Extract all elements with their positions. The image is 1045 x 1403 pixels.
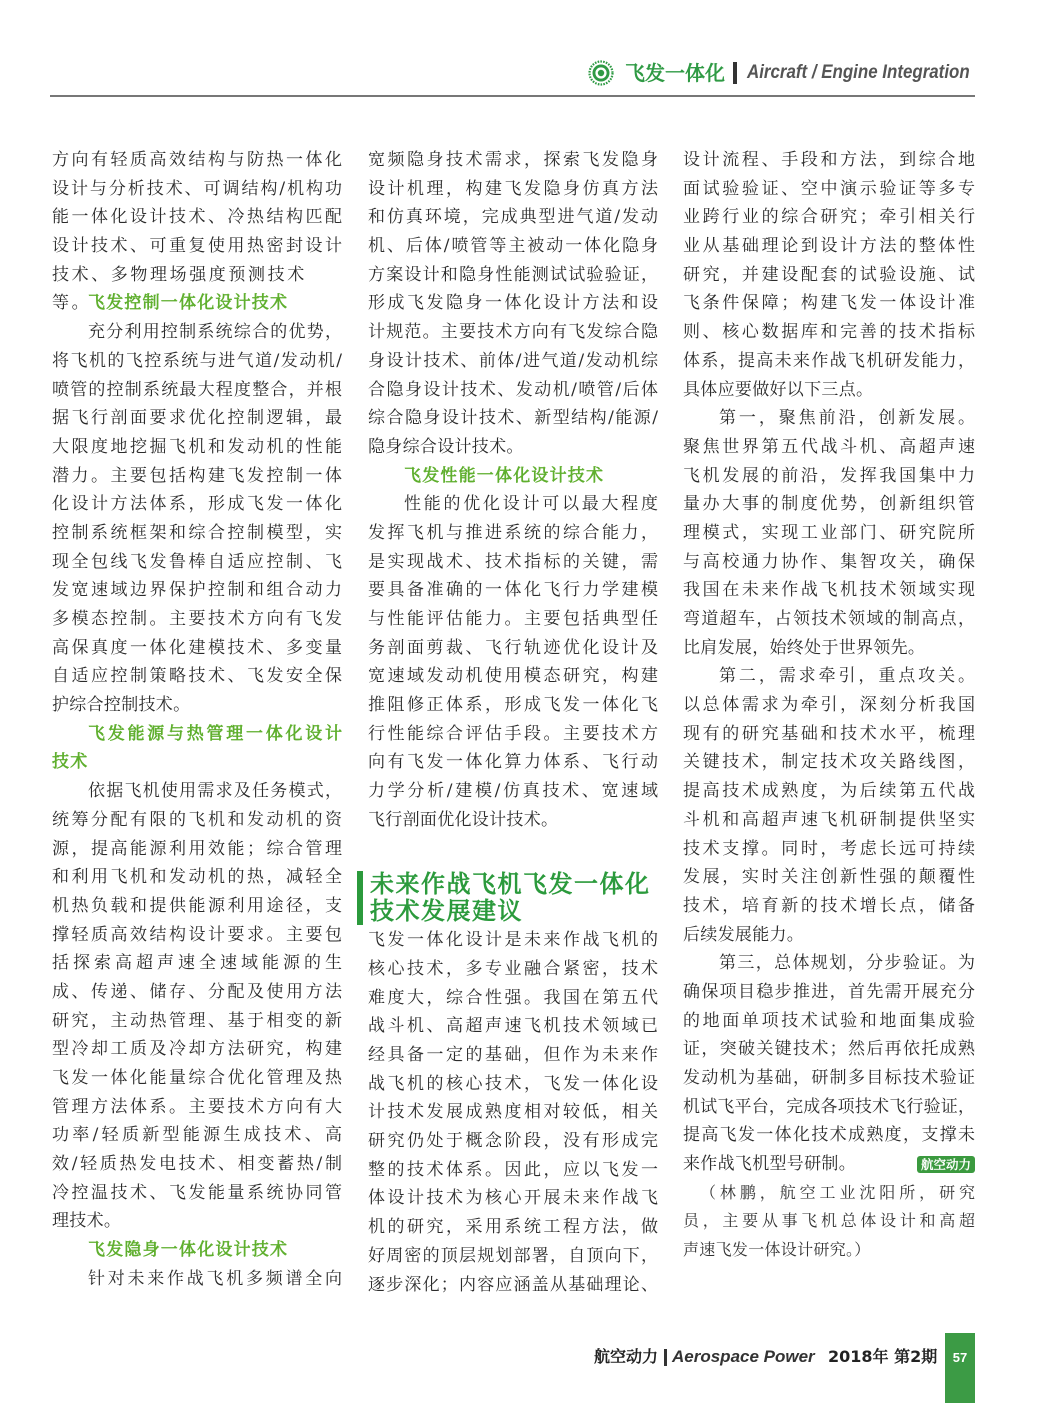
body-text-line: 弯道超车，占领技术领域的制高点， [683,609,975,629]
body-text-line: 发动机为基础，研制多目标技术验证 [683,1068,975,1088]
body-text-line: 体系，提高未来作战飞机研发能力， [683,350,975,371]
author-note-line: 声速飞发一体设计研究。） [683,1240,871,1260]
body-text-line: 设计机理，构建飞发隐身仿真方法 [368,178,658,199]
journal-name-cn: 航空动力 [594,1347,659,1366]
body-text-line: 研究，并建设配套的试验设施、试 [683,264,975,285]
body-text-line: 研究仍处于概念阶段，没有形成完 [368,1131,658,1152]
body-text-line: 计规范。主要技术方向有飞发综合隐 [368,322,658,343]
body-text-line: 理模式，实现工业部门、研究院所 [683,522,975,543]
body-text-line: 统筹分配有限的飞机和发动机的资 [52,809,342,830]
body-text-line [683,1150,975,1179]
emblem-icon [588,60,614,86]
body-text-line: 现有的研究基础和技术水平，梳理 [683,723,975,744]
body-text-line: 发宽速域边界保护控制和组合动力 [52,580,342,601]
body-text-line: 机、后体/喷管等主被动一体化隐身 [368,236,658,257]
body-text-line: 第一，聚焦前沿，创新发展。 [719,408,975,429]
body-text-line: 管理方法体系。主要技术方向有大 [52,1096,342,1117]
body-text-line: 以总体需求为牵引，深刻分析我国 [683,695,975,716]
body-text-line: 提高飞发一体化技术成熟度，支撑未 [683,1125,975,1146]
body-text-line: 控制系统框架和综合控制模型，实 [52,522,342,543]
body-text-line: 充分利用控制系统综合的优势， [88,322,342,343]
body-text-line: 面试验验证、空中演示验证等多专 [683,178,975,199]
body-text-line: 形成飞发隐身一体化设计方法和设 [368,293,658,314]
body-text-line: 推阻修正体系，形成飞发一体化飞 [368,695,658,716]
body-text-line: 护综合控制技术。 [52,695,191,716]
body-text-line: 方向有轻质高效结构与防热一体化 [52,150,342,170]
body-text-line: 机的研究，采用系统工程方法，做 [368,1217,658,1238]
body-text-line: 战斗机、高超声速飞机技术领域已 [368,1016,658,1037]
section-heading: 飞发控制一体化设计技术 [88,293,289,314]
body-text-line: 依据飞机使用需求及任务模式， [88,781,342,802]
body-text-line: 向有飞发一体化算力体系、飞行动 [368,752,658,773]
section-title-cn: 飞发一体化 [625,61,725,85]
body-text-line: 逐步深化；内容应涵盖从基础理论、 [368,1274,658,1295]
body-text-line: 整的技术体系。因此，应以飞发一 [368,1159,658,1180]
body-text-line: 化设计方法体系，形成飞发一体化 [52,494,342,515]
body-text-line: 飞条件保障；构建飞发一体设计准 [683,293,975,314]
body-text-line: 发挥飞机与推进系统的综合能力， [368,522,658,543]
body-text-line: 成、传递、储存、分配及使用方法 [52,981,342,1002]
body-text-line: 体设计技术为核心开展未来作战飞 [368,1188,658,1209]
body-text-line: 量办大事的制度优势，创新组织管 [683,494,975,515]
body-text-line: 核心技术，多专业融合紧密，技术 [368,958,658,979]
body-text-line: 具体应要做好以下三点。 [683,379,874,400]
body-text-line: 自适应控制策略技术、飞发安全保 [52,666,342,687]
body-text-line: 功率/轻质新型能源生成技术、高 [52,1125,342,1146]
body-text-line: 针对未来作战飞机多频谱全向 [88,1268,342,1289]
body-text-line: 技术，培育新的技术增长点，储备 [683,895,975,916]
body-text-line: 源，提高能源利用效能；综合管理 [52,838,342,859]
body-text-line: 第三，总体规划，分步验证。为 [719,953,975,974]
body-text-line: 隐身综合设计技术。 [368,436,524,457]
body-text-line: 撑轻质高效结构设计要求。主要包 [52,924,342,945]
body-text-line: 潜力。主要包括构建飞发控制一体 [52,465,342,486]
body-text-line-text: 来作战飞机型号研制。 [683,1154,856,1175]
body-text-line: 我国在未来作战飞机技术领域实现 [683,580,975,601]
header-rule [50,95,975,97]
article-section-title-line: 技术发展建议 [370,897,523,926]
body-text-line: 和仿真环境，完成典型进气道/发动 [368,207,658,228]
title-divider [733,62,737,84]
body-text-line: 研究，主动热管理、基于相变的新 [52,1010,342,1031]
body-text-line: 好周密的顶层规划部署，自顶向下， [368,1245,658,1266]
body-text-line: 设计流程、手段和方法，到综合地 [683,150,975,170]
body-text-line: 飞行剖面优化设计技术。 [368,809,559,830]
body-text-line: 行性能综合评估手段。主要技术方 [368,723,658,744]
body-text-line: 务剖面剪裁、飞行轨迹优化设计及 [368,637,658,658]
body-text-line: 飞机发展的前沿，发挥我国集中力 [683,465,975,486]
body-text-line: 第二，需求牵引，重点攻关。 [719,666,975,687]
body-text-line: 业跨行业的综合研究；牵引相关行 [683,207,975,228]
body-text-line: 综合隐身设计技术、新型结构/能源/ [368,408,658,429]
body-text-line: 则、核心数据库和完善的技术指标 [683,322,975,343]
body-text-line: 多模态控制。主要技术方向有飞发 [52,609,342,629]
body-text-line: 合隐身设计技术、发动机/喷管/后体 [368,379,658,400]
article-section-title-line: 未来作战飞机飞发一体化 [370,870,651,899]
body-text-line: 大限度地挖掘飞机和发动机的性能 [52,436,342,457]
article-section-title [368,871,658,925]
text-column-2 [368,146,658,1299]
body-text-line: 证，突破关键技术；然后再依托成熟 [683,1039,975,1060]
body-text-line: 技术支撑。同时，考虑长远可持续 [683,838,975,859]
body-text-line: 聚焦世界第五代战斗机、高超声速 [683,436,975,457]
page-number: 57 [952,1350,968,1365]
text-column-1 [52,146,342,1294]
section-heading: 技术 [52,752,89,773]
body-text-line: 飞发一体化能量综合优化管理及热 [52,1068,342,1088]
body-text-line: 理技术。 [52,1211,122,1232]
text-column-3 [683,146,975,1265]
body-text-line: 飞发一体化设计是未来作战飞机的 [368,930,658,951]
body-text-line: 经具备一定的基础，但作为未来作 [368,1045,658,1066]
author-note-line: （林鹏，航空工业沈阳所，研究 [700,1182,975,1202]
body-text-line: 要具备准确的一体化飞行力学建模 [368,580,658,601]
body-text-line: 身设计技术、前体/进气道/发动机综 [368,350,658,371]
body-text-line: 后续发展能力。 [683,924,805,945]
body-text-line: 将飞机的飞控系统与进气道/发动机/ [52,350,342,371]
body-text-line: 括探索高超声速全速域能源的生 [52,953,342,974]
body-text-line: 宽速域发动机使用模态研究，构建 [368,666,658,687]
body-text-line: 冷控温技术、飞发能量系统协同管 [52,1182,342,1203]
body-text-line: 现全包线飞发鲁棒自适应控制、飞 [52,551,342,572]
body-text-line: 机试飞平台，完成各项技术飞行验证， [683,1096,975,1117]
body-text-line: 喷管的控制系统最大程度整合，并根 [52,379,342,400]
body-text-line: 宽频隐身技术需求，探索飞发隐身 [368,150,658,170]
author-note-line: 员，主要从事飞机总体设计和高超 [683,1211,975,1231]
body-text-line: 斗机和高超声速飞机研制提供坚实 [683,809,975,830]
body-text-line: 计技术发展成熟度相对较低，相关 [368,1102,658,1123]
body-text-line: 发展，实时关注创新性强的颠覆性 [683,867,975,888]
section-heading: 飞发性能一体化设计技术 [404,465,605,486]
page-number-box [945,1333,975,1403]
body-text-line: 性能的优化设计可以最大程度 [404,494,658,515]
section-title-en: Aircraft / Engine Integration [747,62,970,83]
body-text-line: 比肩发展，始终处于世界领先。 [683,637,926,658]
body-text-line: 力学分析/建模/仿真技术、宽速域 [368,781,658,802]
body-text-line: 高保真度一体化建模技术、多变量 [52,637,342,658]
body-text-line: 设计技术、可重复使用热密封设计 [52,236,342,257]
body-text-line: 型冷却工质及冷却方法研究，构建 [52,1039,342,1060]
body-text-line: 与性能评估能力。主要包括典型任 [368,609,658,629]
body-text-line: 方案设计和隐身性能测试试验验证， [368,264,658,285]
body-text-line: 和利用飞机和发动机的热，减轻全 [52,867,342,888]
body-text-line: 机热负载和提供能源利用途径，支 [52,895,342,916]
body-text-line: 难度大，综合性强。我国在第五代 [368,987,658,1008]
body-text-line: 与高校通力协作、集智攻关，确保 [683,551,975,572]
body-text-line: 战飞机的核心技术，飞发一体化设 [368,1073,658,1094]
body-text-line: 关键技术，制定技术攻关路线图， [683,752,975,773]
body-text-line: 技术、多物理场强度预测技术等。 [52,264,307,314]
body-text-line: 的地面单项技术试验和地面集成验 [683,1010,975,1031]
issue-label: 2018年 第2期 [828,1347,938,1366]
body-text-line: 业从基础理论到设计方法的整体性 [683,236,975,257]
body-text-line: 设计与分析技术、可调结构/机构功 [52,178,342,199]
end-mark-badge: 航空动力 [917,1156,975,1173]
body-text-line: 能一体化设计技术、冷热结构匹配 [52,207,342,228]
body-text-line: 是实现战术、技术指标的关键，需 [368,551,658,572]
body-text-line: 效/轻质热发电技术、相变蓄热/制 [52,1154,342,1175]
body-text-line: 确保项目稳步推进，首先需开展充分 [683,981,975,1002]
section-heading: 飞发隐身一体化设计技术 [88,1240,289,1261]
title-accent-bar [357,871,363,925]
body-text-line: 提高技术成熟度，为后续第五代战 [683,781,975,802]
footer-divider [664,1349,667,1366]
body-text-line: 据飞行剖面要求优化控制逻辑，最 [52,408,342,429]
section-heading: 飞发能源与热管理一体化设计 [88,723,342,744]
journal-name-en: Aerospace Power [672,1347,815,1366]
